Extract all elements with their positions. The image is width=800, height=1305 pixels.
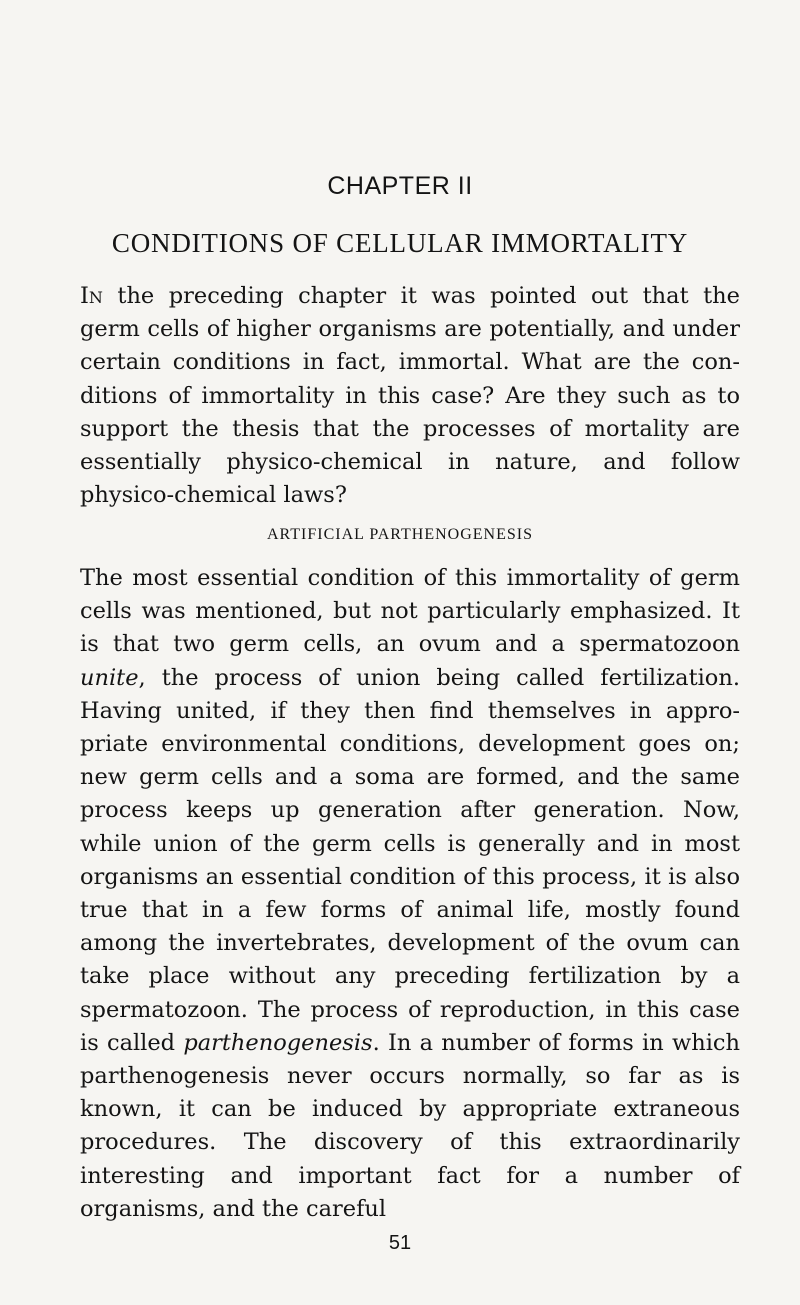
intro-paragraph	[80, 280, 740, 512]
body-text-part-3: . In a number of forms in which parthenogenesis never occurs normally, so far as is known, it can be induced by appropriate extraneous procedures. The discovery of this extraordinarily interesting and important fact for a number of organisms, and the careful	[80, 1029, 740, 1222]
intro-text: the preceding chapter it was pointed out that the germ cells of higher organisms are potentially, and under certain conditions in fact, immortal. What are the conditions of immortality in this case? Are they such as to support the thesis that the processes of mortality are essentially physico-chemical in nature, and follow physico-chemical laws?	[80, 283, 740, 509]
lead-word: In	[80, 283, 103, 309]
body-paragraph	[80, 562, 740, 1226]
section-heading: ARTIFICIAL PARTHENOGENESIS	[266, 526, 533, 543]
emphasis-unite: unite	[80, 664, 139, 691]
chapter-label: CHAPTER II	[327, 172, 473, 200]
body-text-part-1: The most essential condition of this immortality of germ cells was mentioned, but not particularly emphasized. It is that two germ cells, an ovum and a spermatozoon	[80, 565, 740, 658]
body-text-part-2: , the process of union being called fertilization. Having united, if they then find themselves in appropriate environmental conditions, development goes on; new germ cells and a soma are formed, and the same process keeps up generation after generation. Now, while union of the germ cells is generally and in most organisms an essential condition of this process, it is also true that in a few forms of animal life, mostly found among the invertebrates, development of the ovum can take place without any preceding fertilization by a spermatozoon. The process of reproduction, in this case is called	[80, 664, 740, 1056]
chapter-title: CONDITIONS OF CELLULAR IMMORTALITY	[111, 228, 689, 258]
emphasis-parthenogenesis: parthenogenesis	[183, 1029, 373, 1056]
page-number: 51	[388, 1232, 412, 1254]
